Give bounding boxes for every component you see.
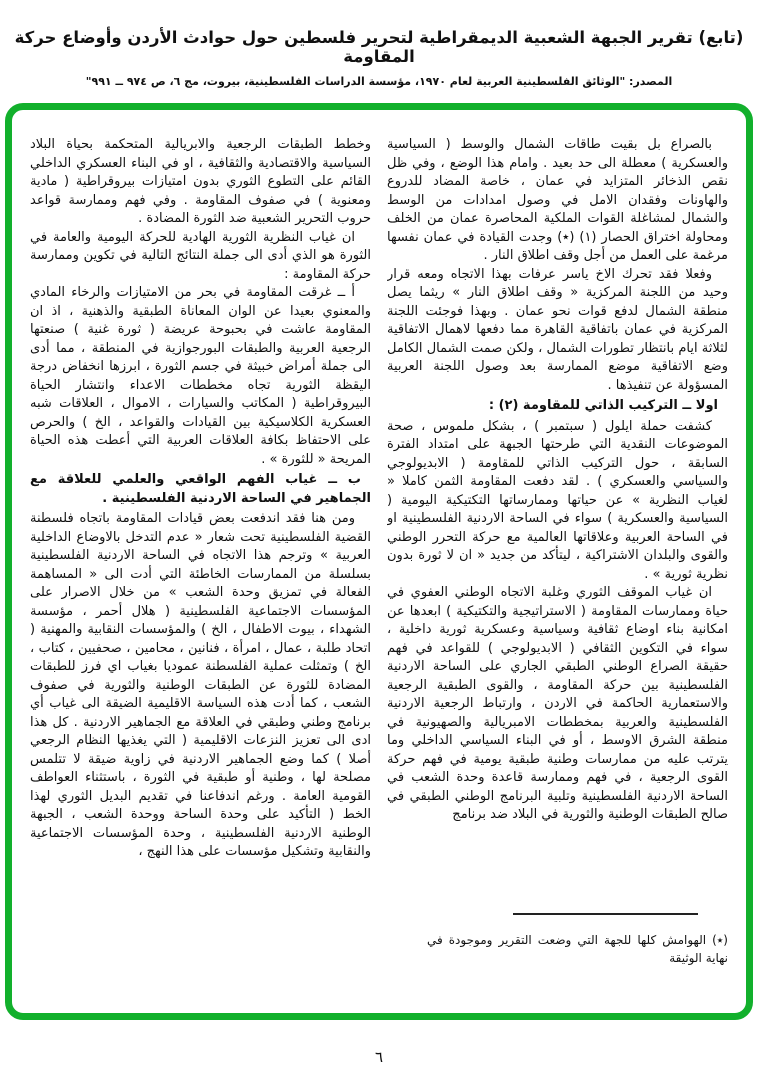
footnote-text: (٭) الهوامش كلها للجهة التي وضعت التقرير وموجودة في نهاية الوثيقة [427,933,728,965]
section-heading-second: ب ــ غياب الفهم الواقعي والعلمي للعلاقة مع الجماهير في الساحة الاردنية الفلسطينية . [30,472,371,506]
document-title: (تابع) تقرير الجبهة الشعبية الديمقراطية لتحرير فلسطين حول حوادث الأردن وأوضاع حركة المقاومة [14,28,744,66]
paragraph: بالصراع بل بقيت طاقات الشمال والوسط ( السياسية والعسكرية ) معطلة الى حد بعيد . وامام هذا الوضع ، وفي ظل نقص الذخائر المتزايد في عمان ، خاصة المضاد للدروع والهاونات وفقدان الامل في وصول امدادات من الوسط والشمال لمشاغلة القوات الملكية المحاصرة عمان من الخلف ومحاولة اختراق الحصار (١) (٭) وجدت القيادة في عمان نفسها مرغمة على العمل من أجل وقف اطلاق النار . [387,137,728,263]
page-number: ٦ [374,1048,384,1066]
paragraph: وفعلا فقد تحرك الاخ ياسر عرفات بهذا الاتجاه ومعه قرار وحيد من اللجنة المركزية « وقف اطلاق النار » ريثما يصل منطقة الشمال لدفع قوات نحو عمان . وبهذا فوجئت اللجنة المركزية في عمان باتفاقية القاهرة مما دفعها لاهمال الاتفاقية لثلاثة ايام بانتظار تطورات الشمال ، ولكن صمت الشمال الكامل وضع الاتفاقية موضع الممارسة بعد وصول اللجنة العربية المسؤولة عن تنفيذها . [387,266,728,393]
page-header [0,0,758,88]
section-heading-first: اولا ــ التركيب الذاتي للمقاومة (٢) : [488,398,718,413]
paragraph: وخطط الطبقات الرجعية والابريالية المتحكمة بحياة البلاد السياسية والاقتصادية والثقافية ، او في البناء العسكري الداخلي القائم على التطوع الثوري بدون امتيازات بيروقراطية ( مادية ومعنوية ) في صفوف المقاومة . وفي فهم وممارسة قواعد حروب التحرير الشعبية ضد الثورة المضادة . [30,137,371,226]
paragraph: ان غياب الموقف الثوري وغلبة الاتجاه الوطني العفوي في حياة وممارسات المقاومة ( الاستراتيجية والتكتيكية ) ابعدها عن امكانية بناء اوضاع ثقافية وسياسية وعسكرية ثورية داخلية ، سواء في التكوين الثقافي ( الابديولوجي ) للقواعد في فهم حقيقة الصراع الوطني الطبقي الجاري على الساحة الاردنية الفلسطينية بين حركة المقاومة ، والقوى الطبقية الرجعية والاستعمارية الحاكمة في الاردن ، وارتباط الرجعية الاردنية الفلسطينية والعربية بمخططات الامبريالية والصهيونية في منطقة الشرق الاوسط ، أو في البناء السياسي الداخلي وما يترتب عليه من ممارسات وطنية طبقية يومية في فهم حركة القوى الرجعية ، في فهم وممارسة قاعدة وحدة الشعب في الساحة الاردنية الفلسطينية وتلبية البرنامج الوطني الطبقي في صالح الطبقات الوطنية والثورية في البلاد ضد برنامج [387,585,728,822]
green-border-frame [5,103,753,1020]
footnote-block [387,913,728,997]
two-column-layout [12,110,746,1013]
left-column [30,136,371,997]
paragraph: أ ــ غرقت المقاومة في بحر من الامتيازات والرخاء المادي والمعنوي بعيدا عن الوان المعاناة الطبقية والذهنية ، اذ ان المقاومة عاشت في بحبوحة عريضة ( ثورة غنية ) صنعتها الرجعية العربية والطبقات البورجوازية في المنطقة ، مما أدى الى جملة أمراض خبيثة في جسم الثورة ، ابرزها انخفاض درجة اليقظة الثورية تجاه مخططات الاعداء وانتشار الحياة البيروقراطية ( المكاتب والسيارات ، الاموال ، العلاقات شبه العسكرية الكلاسيكية بين القيادات والقواعد ، الخ ) والحرص على الاحتفاظ بكافة العلاقات العربية التي أعطت هذه الحياة المريحة « للثورة » . [30,285,371,467]
right-column [387,136,728,997]
footnote-separator-rule [513,913,698,915]
document-source-line: المصدر: "الوثائق الفلسطينية العربية لعام ١٩٧٠، مؤسسة الدراسات الفلسطينية، بيروت، مج ٦، ص ٩٧٤ ــ ٩٩١" [85,75,673,88]
paragraph: كشفت حملة ايلول ( سبتمبر ) ، بشكل ملموس ، صحة الموضوعات النقدية التي طرحتها الجبهة على امتداد الفترة السابقة ، حول التركيب الذاتي للمقاومة ( الابديولوجي والسياسي والعسكري ) . لقد دفعت المقاومة الثمن كاملا « لغياب النظرية » عن حياتها وممارساتها التكتيكية اليومية ( السياسية والعسكرية ) سواء في الساحة الاردنية الفلسطينية او في الساحة العربية وعلاقاتها العالمية مع حركة التحرر الوطني والقوى والبلدان الاشتراكية ، ليتأكد من جديد « ان لا ثورة بدون نظرية ثورية » . [387,418,728,582]
paragraph: ان غياب النظرية الثورية الهادية للحركة اليومية والعامة في الثورة هو الذي أدى الى جملة النتائج التالية في تكوين وممارسة حركة المقاومة : [30,229,371,282]
paragraph: ومن هنا فقد اندفعت بعض قيادات المقاومة باتجاه فلسطنة القضية الفلسطينية تحت شعار « عدم التدخل بالاوضاع الداخلية العربية » وترجم هذا الاتجاه في الساحة الاردنية الفلسطينية بسلسلة من الممارسات الخاطئة التي أدت الى « المساهمة الفعالة في تمزيق وحدة الشعب » من خلال الاصرار على المؤسسات الاجتماعية الفلسطينية ( هلال أحمر ، مؤسسة الشهداء ، بيوت الاطفال ، الخ ) والمؤسسات النقابية والمهنية ( اتحاد طلبة ، عمال ، امرأة ، فنانين ، محامين ، صحفيين ، كتاب ، الخ ) وتمثلت عملية الفلسطنة عموديا بغياب اي فرز للطبقات المضادة للثورة عن الطبقات الوطنية والثورية في صفوف الشعب ، كما أدت هذه السياسة الاقليمية الضيقة الى غياب أي برنامج وطني وطبقي في العلاقة مع الجماهير الاردنية . كل هذا ادى الى تعزيز النزعات الاقليمية ( التي يغذيها النظام الرجعي أصلا ) كما وضع الجماهير الاردنية في زاوية ضيقة لا تتلمس مصلحة لها ، وطنية أو طبقية في الثورة ، باستثناء العواطف القومية العامة . ورغم اندفاعنا في تقديم البديل الثوري لهذا الخط ( التأكيد على وحدة الساحة ووحدة الشعب ، الجبهة الوطنية الاردنية الفلسطينية ، وحدة المؤسسات الاجتماعية والنقابية وتشكيل مؤسسات على هذا النهج ، [30,511,371,859]
